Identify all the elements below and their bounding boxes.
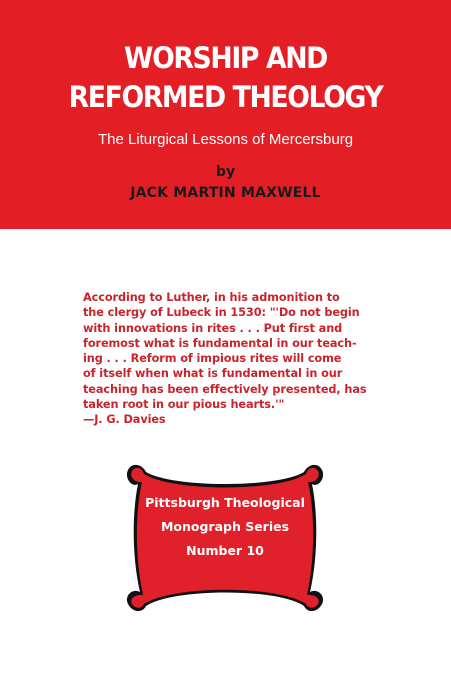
series-name-line-1: Pittsburgh Theological — [145, 495, 305, 510]
by-label: by — [215, 164, 236, 180]
series-plaque — [118, 458, 332, 618]
series-number: Number 10 — [186, 543, 264, 558]
author-name: JACK MARTIN MAXWELL — [130, 185, 321, 201]
quote-attribution: —J. G. Davies — [83, 413, 166, 427]
quote-line: of itself when what is fundamental in our — [83, 367, 343, 381]
quote-line: the clergy of Lubeck in 1530: "'Do not begin — [83, 306, 360, 320]
title-band — [0, 0, 451, 229]
epigraph-quote — [83, 290, 423, 428]
series-name-line-2: Monograph Series — [160, 519, 290, 534]
quote-line: teaching has been effectively presented, has — [83, 382, 367, 396]
quote-line: with innovations in rites . . . Put first and — [83, 321, 343, 335]
quote-line: foremost what is fundamental in our teach- — [83, 336, 357, 350]
quote-line: taken root in our pious hearts.'" — [83, 398, 285, 412]
book-subtitle: The Liturgical Lessons of Mercersburg — [97, 131, 354, 148]
book-title-line-1: WORSHIP AND — [124, 41, 327, 75]
quote-line: According to Luther, in his admonition to — [83, 291, 340, 304]
quote-line: ing . . . Reform of impious rites will come — [83, 352, 342, 366]
book-title-line-2: REFORMED THEOLOGY — [68, 80, 383, 114]
